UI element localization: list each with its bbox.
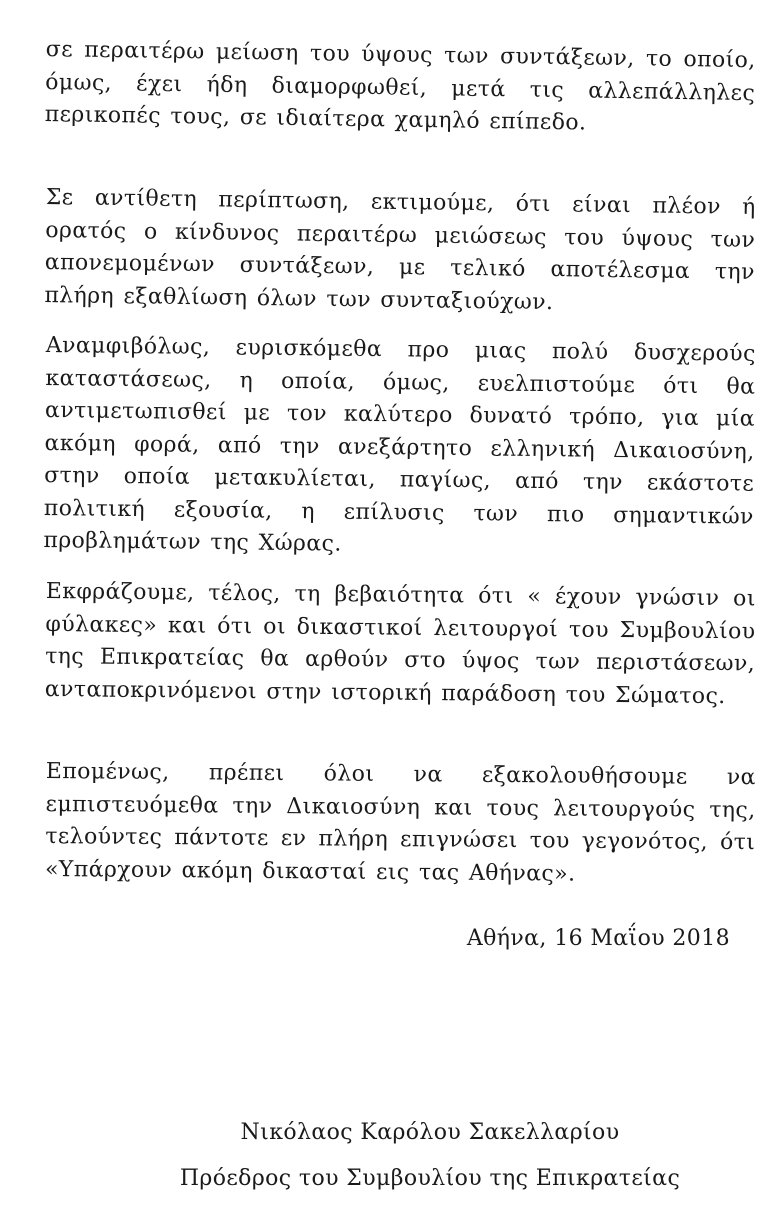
paragraph-trust-in-justice: Επομένως, πρέπει όλοι να εξακολουθήσουμε να εμπιστευόμεθα την Δικαιοσύνη και τους λειτουργούς της, τελούντες πάντοτε εν πλήρη επιγνώσει του γεγονότος, ότι «Υπάρχουν ακόμη δικασταί εις τας Αθήνας». <box>44 758 756 887</box>
paragraph-guardians-confidence: Εκφράζουμε, τέλος, τη βεβαιότητα ότι « έχουν γνώσιν οι φύλακες» και ότι οι δικαστικοί λειτουργοί του Συμβουλίου της Επικρατείας θα αρθούν στο ύψος των περιστάσεων, ανταποκρινόμενοι στην ιστορική παράδοση του Σώματος. <box>44 578 756 709</box>
signer-name: Νικόλαος Καρόλου Σακελλαρίου <box>240 1120 620 1145</box>
paragraph-pension-reduction: σε περαιτέρω μείωση του ύψους των συντάξεων, το οποίο, όμως, έχει ήδη διαμορφωθεί, μετά τις αλλεπάλληλες περικοπές τους, σε ιδιαίτερα χαμηλό επίπεδο. <box>44 36 756 136</box>
paragraph-risk-warning: Σε αντίθετη περίπτωση, εκτιμούμε, ότι είναι πλέον ή ορατός ο κίνδυνος περαιτέρω μειώσεως του ύψους των απονεμομένων συντάξεων, με τελικό αποτέλεσμα την πλήρη εξαθλίωση όλων των συνταξιούχων. <box>44 184 756 315</box>
signer-title: Πρόεδρος του Συμβουλίου της Επικρατείας <box>179 1166 681 1191</box>
paragraph-justice-hope: Αναμφιβόλως, ευρισκόμεθα προ μιας πολύ δυσχερούς καταστάσεως, η οποία, όμως, ευελπιστούμε ότι θα αντιμετωπισθεί με τον καλύτερο δυνατό τρόπο, για μία ακόμη φορά, από την ανεξάρτητο ελληνική Δικαιοσύνη, στην οποία μετακυλίεται, παγίως, από την εκάστοτε πολιτική εξουσία, η επίλυσις των πιο σημαντικών προβλημάτων της Χώρας. <box>43 332 756 557</box>
document-date: Αθήνα, 16 Μαΐου 2018 <box>466 926 730 951</box>
